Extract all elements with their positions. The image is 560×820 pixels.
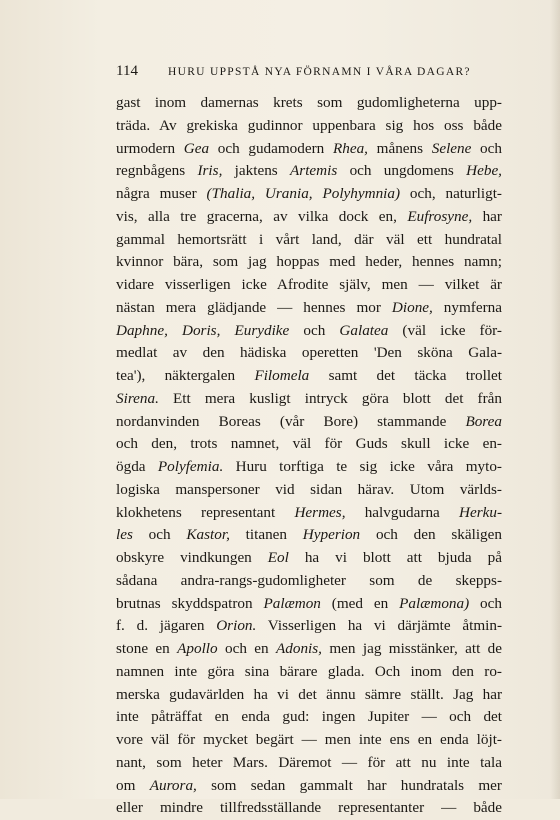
text-line: [116, 365, 502, 388]
text-line: [116, 797, 502, 820]
text-span: namnen inte göra sina bärare glada. Och inom den ro-: [116, 662, 502, 680]
text-span: halvgudarna: [345, 503, 459, 521]
text-line: [116, 570, 502, 593]
text-line: [116, 138, 502, 161]
text-span: och: [471, 139, 502, 157]
text-span: Visserligen ha vi därjämte åtmin-: [256, 617, 503, 635]
text-line: [116, 92, 502, 115]
text-line: [116, 206, 502, 229]
italic-name: Daphne, Doris, Eurydike: [116, 321, 290, 339]
italic-name: Gea: [183, 139, 210, 157]
text-span: eller mindre tillfredsställande representanter — både: [116, 799, 502, 817]
italic-name: Aurora,: [149, 776, 197, 794]
text-span: Ett mera kusligt intryck göra blott det från: [158, 389, 502, 407]
text-line: [116, 251, 502, 274]
text-span: nästan mera glädjande — hennes mor: [116, 298, 392, 316]
text-span: samt det täcka trollet: [309, 367, 502, 384]
italic-name: Dione,: [391, 298, 433, 316]
text-span: ha vi blott att bjuda på: [288, 549, 502, 566]
italic-name: Hermes,: [294, 503, 346, 521]
text-span: obskyre vindkungen: [116, 549, 268, 566]
text-span: kvinnor bära, som jag hoppas med heder, hennes namn;: [116, 253, 502, 271]
italic-name: Selene: [431, 139, 472, 157]
italic-name: Kastor,: [186, 526, 230, 544]
italic-name: Eol: [267, 549, 289, 566]
text-span: och: [132, 526, 187, 544]
text-span: och den, trots namnet, väl för Guds skull icke en-: [116, 435, 502, 453]
text-span: nant, som heter Mars. Däremot — för att nu inte tala: [116, 753, 502, 771]
text-span: f. d. jägaren: [116, 617, 217, 635]
text-span: Huru torftiga te sig icke våra myto-: [223, 458, 502, 475]
text-line: [116, 729, 502, 752]
text-span: brutnas skyddspatron: [116, 594, 264, 612]
text-line: [116, 479, 502, 502]
italic-name: Artemis: [290, 162, 338, 180]
text-line: [116, 638, 502, 661]
text-span: nordanvinden Boreas (vår Bore) stammande: [116, 412, 466, 430]
text-span: och den skäligen: [360, 526, 502, 544]
text-span: vidare visserligen icke Afrodite själv, men — vilket är: [116, 276, 502, 293]
italic-name: Orion.: [216, 617, 257, 635]
text-line: [116, 342, 502, 365]
text-span: ögda: [116, 458, 158, 475]
italic-name: Eufrosyne,: [407, 207, 473, 225]
italic-name: Polyfemia.: [157, 458, 224, 475]
text-line: [116, 433, 502, 456]
text-line: [116, 706, 502, 729]
italic-name: Borea: [465, 412, 502, 430]
text-line: [116, 684, 502, 707]
text-span: regnbågens: [116, 162, 198, 180]
text-span: gammal hemortsrätt i vårt land, där väl ett hundratal: [116, 230, 502, 248]
running-title: HURU UPPSTÅ NYA FÖRNAMN I VÅRA DAGAR?: [168, 66, 471, 78]
italic-name: Iris,: [197, 162, 223, 180]
text-span: och ungdomens: [337, 162, 467, 180]
text-span: stone en: [116, 640, 178, 657]
italic-name: Galatea: [339, 321, 389, 339]
text-line: [116, 183, 502, 206]
text-span: titanen: [229, 526, 303, 544]
text-span: jaktens: [222, 162, 291, 180]
body-text: [116, 92, 502, 820]
text-span: merska gudavärlden ha vi det ännu sämre ställt. Jag har: [116, 685, 502, 703]
text-line: [116, 320, 502, 343]
italic-name: Sirena.: [116, 389, 159, 407]
text-span: några muser: [116, 185, 207, 202]
text-span: vore väl för mycket begärt — men inte ens en enda löjt-: [116, 731, 502, 748]
italic-name: Adonis,: [275, 640, 322, 657]
text-span: (väl icke för-: [388, 321, 502, 339]
text-line: [116, 775, 502, 798]
text-line: [116, 297, 502, 320]
text-span: inte påträffat en enda gud: ingen Jupiter — och det: [116, 708, 502, 726]
text-span: urmodern: [116, 139, 184, 157]
text-line: [116, 524, 502, 547]
italic-name: Palæmon: [263, 594, 321, 612]
text-span: logiska manspersoner vid sidan härav. Utom världs-: [116, 480, 502, 498]
text-span: och: [289, 321, 340, 339]
italic-name: Herku-: [459, 503, 503, 521]
text-span: gast inom damernas krets som gudomligheterna upp-: [116, 94, 502, 111]
italic-name: Palæmona): [399, 594, 470, 612]
text-line: [116, 411, 502, 434]
text-span: tea'), näktergalen: [116, 367, 255, 384]
page-number: 114: [116, 63, 138, 79]
text-line: [116, 547, 502, 570]
text-span: vis, alla tre gracerna, av vilka dock en,: [116, 207, 408, 225]
text-line: [116, 593, 502, 616]
italic-name: Filomela: [254, 367, 310, 384]
text-span: och gudamodern: [209, 139, 333, 157]
text-span: och: [469, 594, 502, 612]
text-line: [116, 456, 502, 479]
text-span: sådana andra-rangs-gudomligheter som de skepps-: [116, 571, 502, 589]
text-line: [116, 229, 502, 252]
running-header: [116, 63, 512, 80]
text-line: [116, 615, 502, 638]
text-span: träda. Av grekiska gudinnor uppenbara sig hos oss både: [116, 116, 502, 134]
text-span: har: [472, 207, 502, 225]
text-line: [116, 388, 502, 411]
text-span: månens: [367, 139, 432, 157]
text-span: nymferna: [432, 298, 502, 316]
italic-name: Rhea,: [332, 139, 368, 157]
text-line: [116, 160, 502, 183]
text-span: om: [116, 776, 150, 794]
page-edge-shadow: [550, 0, 560, 799]
text-line: [116, 115, 502, 138]
text-span: och en: [217, 640, 276, 657]
text-span: medlat av den hädiska operetten 'Den sköna Gala-: [116, 344, 502, 362]
italic-name: les: [116, 526, 133, 544]
italic-name: Hebe,: [466, 162, 502, 180]
text-span: (med en: [320, 594, 400, 612]
text-span: klokhetens representant: [116, 503, 295, 521]
text-span: och, naturligt-: [400, 185, 502, 202]
text-line: [116, 661, 502, 684]
text-line: [116, 274, 502, 297]
italic-name: Apollo: [177, 640, 218, 657]
italic-name: Hyperion: [302, 526, 361, 544]
text-span: men jag misstänker, att de: [321, 640, 502, 657]
italic-name: (Thalia, Urania, Polyhymnia): [206, 185, 401, 202]
text-line: [116, 502, 502, 525]
text-line: [116, 752, 502, 775]
text-span: som sedan gammalt har hundratals mer: [196, 776, 502, 794]
